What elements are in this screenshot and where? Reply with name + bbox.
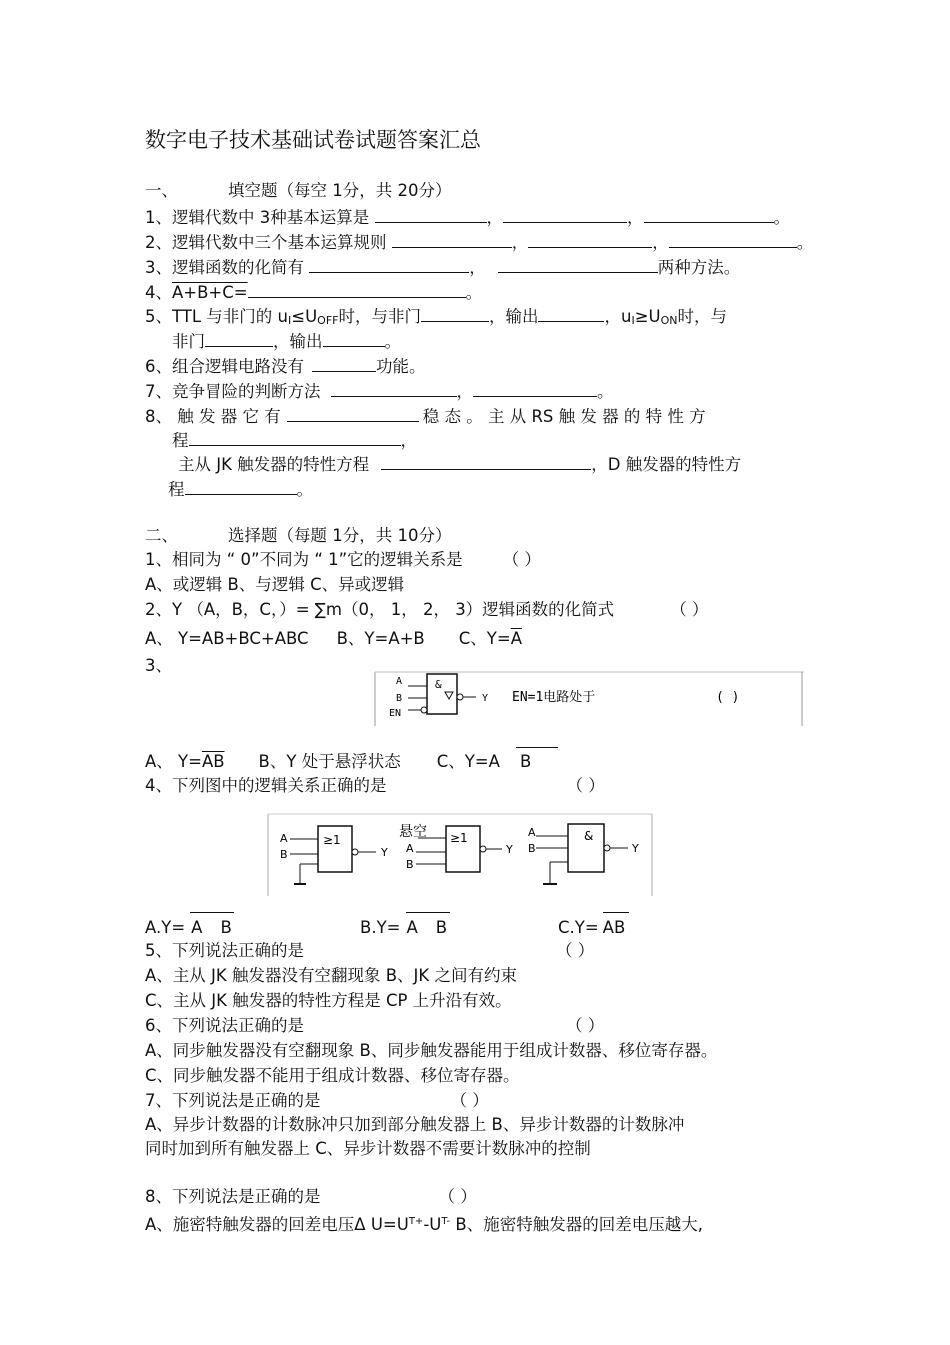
choice-8-option-1: A、施密特触发器的回差电压Δ $U=U^{T+}-U^{T-}$ B、施密特触发器的回差电压越大, bbox=[145, 1215, 703, 1234]
gate3-input-a: A bbox=[528, 826, 536, 839]
section-2-header: 二、 选择题（每题 1分，共 10分） bbox=[145, 526, 452, 545]
expression: A+B+C= bbox=[172, 283, 248, 302]
blank bbox=[528, 231, 652, 248]
blank bbox=[248, 281, 466, 298]
choice-2-options: A、 Y=AB+BC+ABC B、Y=A+B C、$Y=\overline{A}$ bbox=[145, 629, 522, 648]
blank bbox=[185, 478, 297, 495]
blank bbox=[331, 380, 457, 397]
choice-4-option-c: C.Y= AB bbox=[558, 918, 626, 937]
overline bbox=[190, 912, 234, 913]
gate2-output: Y bbox=[506, 843, 513, 856]
blank bbox=[189, 429, 401, 446]
choice-4-option-a: A.Y= A B bbox=[145, 918, 232, 937]
blank bbox=[381, 453, 591, 470]
blank bbox=[644, 206, 774, 223]
question-7: 7、竞争冒险的判断方法 ， 。 bbox=[145, 382, 614, 401]
gate3-output: Y bbox=[632, 842, 639, 855]
question-6: 6、组合逻辑电路没有 功能。 bbox=[145, 357, 426, 376]
question-4: 4、A+B+C= 。 bbox=[145, 283, 483, 302]
choice-6: 6、下列说法正确的是 （ ） bbox=[145, 1016, 605, 1035]
gate1-input-a: A bbox=[280, 832, 288, 845]
gate1-output: Y bbox=[381, 846, 388, 859]
figure-caption: EN=1电路处于 bbox=[512, 690, 596, 705]
question-5: 5、TTL 与非门的 $u_I\le U_{OFF}$时，与非门 ，输出 ，$u_I\ge U_{ON}$时，与 bbox=[145, 307, 727, 327]
gate3-and-symbol: & bbox=[584, 829, 594, 843]
blank bbox=[503, 206, 627, 223]
logic-gates-figure bbox=[266, 812, 654, 898]
section-1-header: 一、 填空题（每空 1分，共 20分） bbox=[145, 181, 452, 200]
choice-5-option-1: A、主从 JK 触发器没有空翻现象 B、JK 之间有约束 bbox=[145, 966, 517, 985]
choice-7-option-2: 同时加到所有触发器上 C、异步计数器不需要计数脉冲的控制 bbox=[145, 1139, 591, 1158]
question-8-line-4: 程 。 bbox=[168, 480, 313, 499]
input-en-label: EN bbox=[389, 708, 402, 719]
choice-4: 4、下列图中的逻辑关系正确的是 （ ） bbox=[145, 776, 605, 795]
gate2-input-b: B bbox=[406, 858, 414, 871]
blank bbox=[498, 256, 658, 273]
blank bbox=[538, 305, 604, 322]
blank bbox=[473, 380, 597, 397]
choice-1-options: A、或逻辑 B、与逻辑 C、异或逻辑 bbox=[145, 575, 405, 594]
overline bbox=[516, 747, 558, 748]
tristate-gate-figure bbox=[372, 670, 806, 728]
question-8: 8、 触 发 器 它 有 稳 态 。 主 从 RS 触 发 器 的 特 性 方 bbox=[145, 407, 706, 426]
blank bbox=[309, 256, 469, 273]
choice-5-option-2: C、主从 JK 触发器的特性方程是 CP 上升沿有效。 bbox=[145, 991, 512, 1010]
choice-3-options: A、 $Y=\overline{AB}$ B、Y 处于悬浮状态 C、Y=A B bbox=[145, 752, 532, 771]
blank bbox=[421, 305, 489, 322]
gate2-input-a: A bbox=[406, 842, 414, 855]
question-8-line-3: 主从 JK 触发器的特性方程 ，D 触发器的特性方 bbox=[178, 455, 742, 474]
input-a-label: A bbox=[396, 676, 403, 687]
input-b-label: B bbox=[396, 693, 403, 704]
choice-4-option-b: B.Y= A B bbox=[360, 918, 448, 937]
choice-3: 3、 bbox=[145, 656, 172, 675]
question-8-line-2: 程 ， bbox=[172, 431, 417, 450]
blank bbox=[392, 231, 512, 248]
blank bbox=[669, 231, 797, 248]
question-2: 2、逻辑代数中三个基本运算规则 ， ， 。 bbox=[145, 233, 814, 252]
choice-7-option-1: A、异步计数器的计数脉冲只加到部分触发器上 B、异步计数器的计数脉冲 bbox=[145, 1115, 685, 1134]
output-y-label: Y bbox=[482, 693, 489, 704]
gate3-input-b: B bbox=[528, 842, 536, 855]
blank bbox=[205, 330, 273, 347]
question-3: 3、逻辑函数的化简有 ， 两种方法。 bbox=[145, 258, 741, 277]
choice-1: 1、相同为 “ 0”不同为 “ 1”它的逻辑关系是 （ ） bbox=[145, 550, 541, 569]
blank bbox=[323, 330, 385, 347]
and-symbol: & bbox=[435, 678, 442, 691]
question-5-line-2: 非门 ，输出 。 bbox=[172, 332, 401, 351]
overline bbox=[603, 912, 629, 913]
gate1-or-symbol: ≥1 bbox=[323, 833, 341, 847]
blank bbox=[375, 206, 487, 223]
choice-2: 2、Y （A，B，C，）= ∑m（0， 1， 2， 3）逻辑函数的化简式 （ ） bbox=[145, 600, 709, 619]
overline bbox=[406, 912, 450, 913]
choice-6-option-1: A、同步触发器没有空翻现象 B、同步触发器能用于组成计数器、移位寄存器。 bbox=[145, 1041, 718, 1060]
choice-5: 5、下列说法正确的是 （ ） bbox=[145, 941, 595, 960]
blank bbox=[312, 355, 376, 372]
figure-paren: ( ) bbox=[716, 690, 740, 705]
page-title: 数字电子技术基础试卷试题答案汇总 bbox=[145, 128, 481, 152]
blank bbox=[287, 405, 419, 422]
gate2-or-symbol: ≥1 bbox=[450, 831, 468, 845]
gate1-input-b: B bbox=[280, 848, 288, 861]
choice-7: 7、下列说法是正确的是 （ ） bbox=[145, 1091, 489, 1110]
choice-6-option-2: C、同步触发器不能用于组成计数器、移位寄存器。 bbox=[145, 1066, 520, 1085]
question-1: 1、逻辑代数中 3种基本运算是 ， ， 。 bbox=[145, 208, 790, 227]
choice-8: 8、下列说法是正确的是 （ ） bbox=[145, 1187, 477, 1206]
float-label: 悬空 bbox=[399, 824, 427, 840]
